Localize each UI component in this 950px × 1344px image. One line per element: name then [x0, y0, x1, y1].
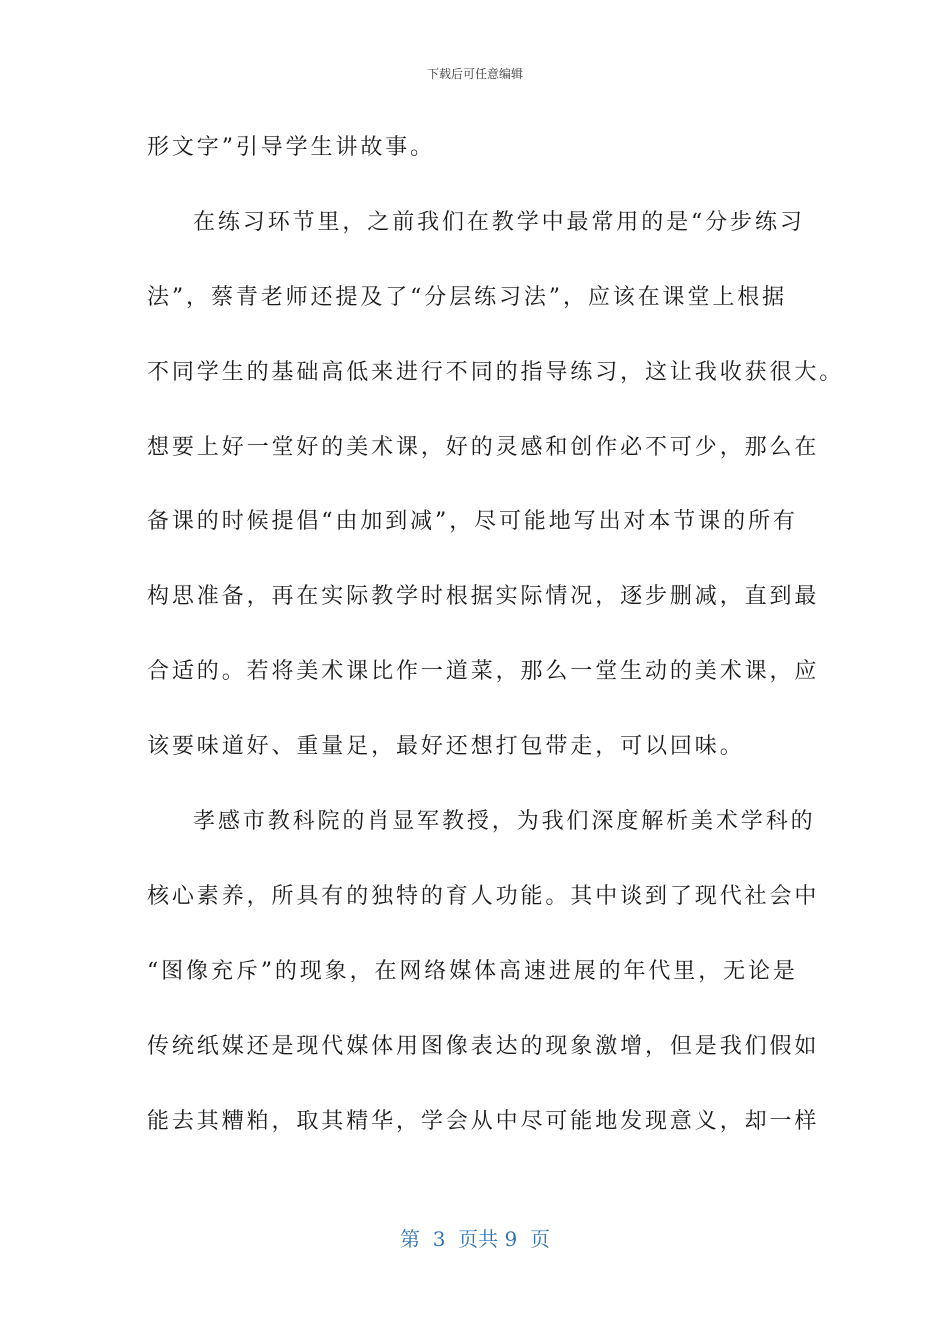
text-line: 传统纸媒还是现代媒体用图像表达的现象激增，但是我们假如 [147, 1033, 820, 1059]
text-line: 能去其糟粕，取其精华，学会从中尽可能地发现意义，却一样 [147, 1108, 820, 1134]
body-text [147, 118, 845, 1166]
text-line: 形文字”引导学生讲故事。 [147, 135, 436, 160]
text-line: 法”，蔡青老师还提及了“分层练习法”，应该在课堂上根据 [147, 284, 788, 310]
text-line: 合适的。若将美术课比作一道菜，那么一堂生动的美术课，应 [147, 659, 820, 685]
text-line: “图像充斥”的现象，在网络媒体高速进展的年代里，无论是 [147, 958, 798, 984]
text-line: 该要味道好、重量足，最好还想打包带走，可以回味。 [147, 734, 745, 760]
page-number-footer: 第 3 页共 9 页 [400, 1227, 550, 1251]
text-line: 核心素养，所具有的独特的育人功能。其中谈到了现代社会中 [147, 883, 820, 909]
text-line: 孝感市教科院的肖显军教授，为我们深度解析美术学科的 [193, 809, 816, 835]
text-line: 备课的时候提倡“由加到减”，尽可能地写出对本节课的所有 [147, 509, 798, 535]
text-line: 不同学生的基础高低来进行不同的指导练习，这让我收获很大。 [147, 359, 845, 385]
page-header: 下载后可任意编辑 [426, 67, 523, 81]
text-line: 构思准备，再在实际教学时根据实际情况，逐步删减，直到最 [147, 584, 820, 610]
text-line: 在练习环节里，之前我们在教学中最常用的是“分步练习 [193, 209, 805, 235]
text-line: 想要上好一堂好的美术课，好的灵感和创作必不可少，那么在 [147, 434, 820, 460]
